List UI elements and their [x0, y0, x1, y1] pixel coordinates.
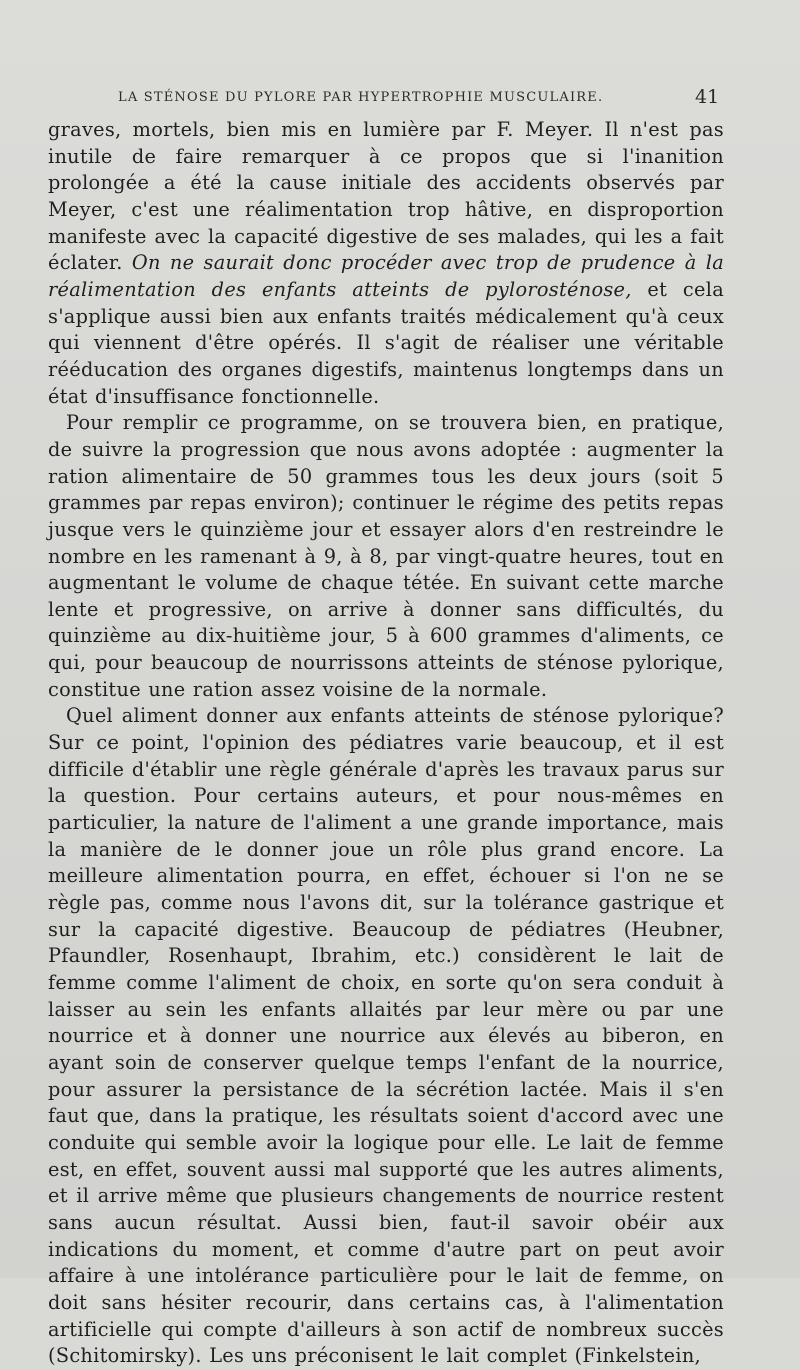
- paragraph-2: Pour remplir ce programme, on se trouvera bien, en pratique, de suivre la progression que nous avons adoptée : augmenter la ration alimentaire de 50 grammes tous les deux jours (soit 5 grammes par repas environ); continuer le régime des petits repas jusque vers le quinzième jour et essayer alors d'en restreindre le nombre en les ramenant à 9, à 8, par vingt-quatre heures, tout en augmentant le volume de chaque tétée. En suivant cette marche lente et progressive, on arrive à donner sans difficultés, du quinzième au dix-huitième jour, 5 à 600 grammes d'aliments, ce qui, pour beaucoup de nourrissons atteints de sténose pylorique, constitue une ration assez voisine de la normale.: [48, 411, 724, 701]
- paragraph-1-text-end: et cela s'applique aussi bien aux enfants traités médicalement qu'à ceux qui viennent d'être opérés. Il s'agit de réaliser une véritable rééducation des organes digestifs, maintenus longtemps dans un état d'insuffisance fonctionnelle.: [48, 277, 724, 408]
- running-title: LA STÉNOSE DU PYLORE PAR HYPERTROPHIE MUSCULAIRE.: [118, 90, 604, 105]
- page-number: 41: [695, 86, 720, 108]
- emphasis-text: On ne saurait donc procéder avec trop de prudence à la réalimentation des enfants atteints de pylorosténose,: [48, 251, 724, 301]
- paragraph-1: [48, 117, 724, 410]
- paragraph-3: Quel aliment donner aux enfants atteints de sténose pylorique? Sur ce point, l'opinion des pédiatres varie beaucoup, et il est difficile d'établir une règle générale d'après les travaux parus sur la question. Pour certains auteurs, et pour nous-mêmes en particulier, la nature de l'aliment a une grande importance, mais la manière de le donner joue un rôle plus grand encore. La meilleure alimentation pourra, en effet, échouer si l'on ne se règle pas, comme nous l'avons dit, sur la tolérance gastrique et sur la capacité digestive. Beaucoup de pédiatres (Heubner, Pfaundler, Rosenhaupt, Ibrahim, etc.) considèrent le lait de femme comme l'aliment de choix, en sorte qu'on sera conduit à laisser au sein les enfants allaités par leur mère ou par une nourrice et à donner une nourrice aux élevés au biberon, en ayant soin de conserver quelque temps l'enfant de la nourrice, pour assurer la persistance de la sécrétion lactée. Mais il s'en faut que, dans la pratique, les résultats soient d'accord avec une conduite qui semble avoir la logique pour elle. Le lait de femme est, en effet, souvent aussi mal supporté que les autres aliments, et il arrive même que plusieurs changements de nourrice restent sans aucun résultat. Aussi bien, faut-il savoir obéir aux indications du moment, et comme d'autre part on peut avoir affaire à une intolérance particulière pour le lait de femme, on doit sans hésiter recourir, dans certains cas, à l'alimentation artificielle qui compte d'ailleurs à son actif de nombreux succès (Schitomirsky). Les uns préconisent le lait complet (Finkelstein,: [48, 704, 724, 1368]
- paragraph-1-text-start: graves, mortels, bien mis en lumière par F. Meyer. Il n'est pas inutile de faire remarquer à ce propos que si l'inanition prolongée a été la cause initiale des accidents observés par Meyer, c'est une réalimentation trop hâtive, en disproportion manifeste avec la capacité digestive de ses malades, qui les a fait éclater.: [48, 118, 724, 275]
- body-text: [48, 117, 724, 1370]
